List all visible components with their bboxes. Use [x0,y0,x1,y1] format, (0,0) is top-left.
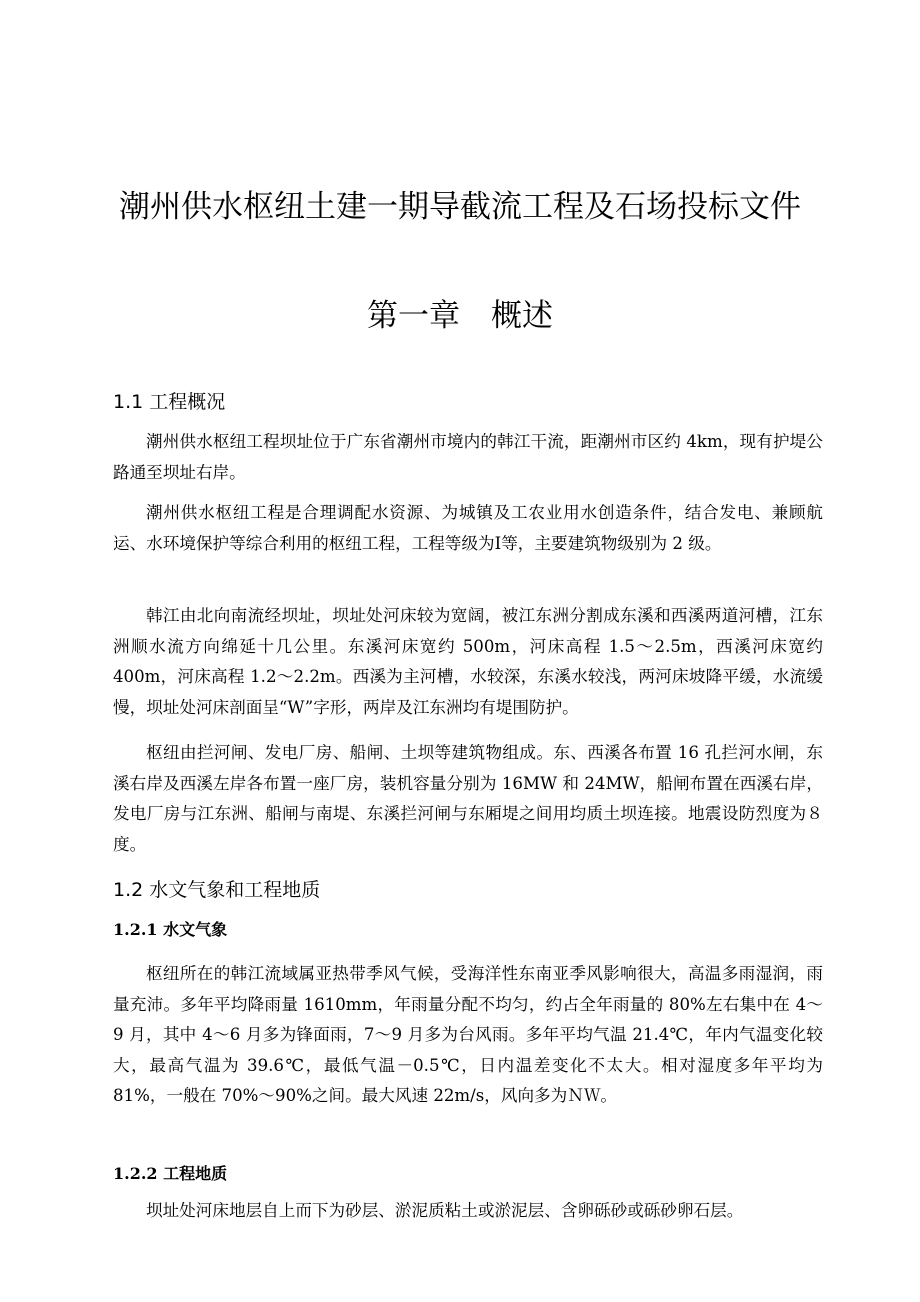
section-heading-1-2: 1.2 水文气象和工程地质 [113,879,321,901]
chapter-title: 第一章 概述 [367,298,553,334]
paragraph-1-1-2: 潮州供水枢纽工程是合理调配水资源、为城镇及工农业用水创造条件，结合发电、兼顾航运、水环境保护等综合利用的枢纽工程，工程等级为Ⅰ等，主要建筑物级别为 2 级。 [113,503,823,553]
subsection-heading-1-2-1: 1.2.1 水文气象 [113,920,228,939]
paragraph-1-2-1: 枢纽所在的韩江流域属亚热带季风气候，受海洋性东南亚季风影响很大，高温多雨湿润，雨量充沛。多年平均降雨量 1610mm，年雨量分配不均匀，约占全年雨量的 80%左右集中在 4～9 月，其中 4～6 月多为锋面雨，7～9 月多为台风雨。多年平均气温 21.4℃，年内气温变化较大，最高气温为 39.6℃，最低气温－0.5℃，日内温差变化不太大。相对湿度多年平均为 81%，一般在 70%～90%之间。最大风速 22m/s，风向多为ＮＷ。 [113,964,823,1105]
paragraph-1-1-3: 韩江由北向南流经坝址，坝址处河床较为宽阔，被江东洲分割成东溪和西溪两道河槽，江东洲顺水流方向绵延十几公里。东溪河床宽约 500m，河床高程 1.5～2.5m，西溪河床宽约 400m，河床高程 1.2～2.2m。西溪为主河槽，水较深，东溪水较浅，两河床坡降平缓，水流缓慢，坝址处河床剖面呈“W”字形，两岸及江东洲均有堤围防护。 [113,606,823,717]
document-title: 潮州供水枢纽土建一期导截流工程及石场投标文件 [119,189,801,225]
section-heading-1-1: 1.1 工程概况 [113,391,226,413]
subsection-heading-1-2-2: 1.2.2 工程地质 [113,1164,228,1183]
paragraph-1-1-1: 潮州供水枢纽工程坝址位于广东省潮州市境内的韩江干流，距潮州市区约 4km，现有护堤公路通至坝址右岸。 [113,432,823,482]
paragraph-1-1-4: 枢纽由拦河闸、发电厂房、船闸、土坝等建筑物组成。东、西溪各布置 16 孔拦河水闸，东溪右岸及西溪左岸各布置一座厂房，装机容量分别为 16MW 和 24MW，船闸布置在西溪右岸，发电厂房与江东洲、船闸与南堤、东溪拦河闸与东厢堤之间用均质土坝连接。地震设防烈度为８度。 [113,743,823,854]
paragraph-1-2-2: 坝址处河床地层自上而下为砂层、淤泥质粘土或淤泥层、含卵砾砂或砾砂卵石层。 [146,1201,744,1220]
